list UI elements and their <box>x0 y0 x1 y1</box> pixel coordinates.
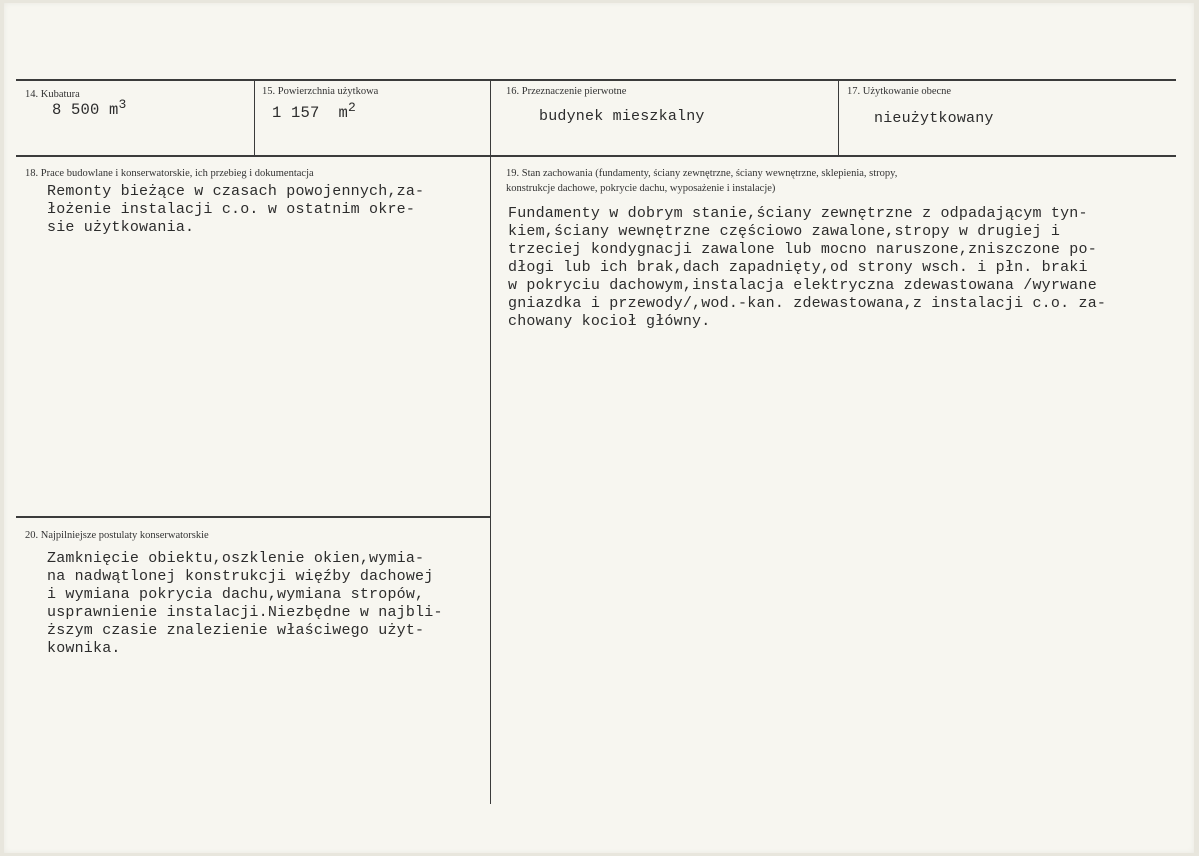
field-15-unit-exponent: 2 <box>348 99 357 115</box>
row-rule-1 <box>16 155 1176 157</box>
field-18-line: łożenie instalacji c.o. w ostatnim okre- <box>47 201 416 218</box>
field-14-value <box>52 96 127 119</box>
field-20-label: 20. Najpilniejsze postulaty konserwatorskie <box>25 530 209 541</box>
field-16-value: budynek mieszkalny <box>539 108 705 125</box>
field-19-label-line-1: 19. Stan zachowania (fundamenty, ściany zewnętrzne, ściany wewnętrzne, sklepienia, stropy, <box>506 168 898 179</box>
field-20-line: ższym czasie znalezienie właściwego użyt- <box>47 622 425 639</box>
field-18-label: 18. Prace budowlane i konserwatorskie, ich przebieg i dokumentacja <box>25 168 314 179</box>
field-20-line: na nadwątlonej konstrukcji więźby dachowej <box>47 568 434 585</box>
field-20-line: usprawnienie instalacji.Niezbędne w najbli- <box>47 604 443 621</box>
field-15-number: 1 157 m <box>272 104 349 122</box>
field-14-label: 14. Kubatura <box>25 89 80 100</box>
record-card <box>4 3 1194 853</box>
col-divider-2 <box>490 80 491 804</box>
field-19-line: trzeciej kondygnacji zawalone lub mocno naruszone,zniszczone po- <box>508 241 1097 258</box>
field-15-value <box>272 99 357 122</box>
field-18-line: sie użytkowania. <box>47 219 195 236</box>
field-17-value: nieużytkowany <box>874 110 994 127</box>
field-19-line: kiem,ściany wewnętrzne częściowo zawalone,stropy w drugiej i <box>508 223 1061 240</box>
field-19-label-line-2: konstrukcje dachowe, pokrycie dachu, wyposażenie i instalacje) <box>506 183 776 194</box>
col-divider-1 <box>254 80 255 156</box>
top-rule <box>16 79 1176 81</box>
field-18-line: Remonty bieżące w czasach powojennych,za- <box>47 183 425 200</box>
field-19-line: w pokryciu dachowym,instalacja elektryczna zdewastowana /wyrwane <box>508 277 1097 294</box>
col-divider-3 <box>838 80 839 156</box>
field-19-line: chowany kocioł główny. <box>508 313 711 330</box>
field-14-unit-exponent: 3 <box>118 96 127 112</box>
field-19-line: gniazdka i przewody/,wod.-kan. zdewastowana,z instalacji c.o. za- <box>508 295 1107 312</box>
field-20-line: i wymiana pokrycia dachu,wymiana stropów, <box>47 586 425 603</box>
field-14-number: 8 500 m <box>52 101 119 119</box>
field-16-label: 16. Przeznaczenie pierwotne <box>506 86 627 97</box>
field-20-line: Zamknięcie obiektu,oszklenie okien,wymia- <box>47 550 425 567</box>
field-15-label: 15. Powierzchnia użytkowa <box>262 86 379 97</box>
row-rule-2 <box>16 516 490 518</box>
field-20-line: kownika. <box>47 640 121 657</box>
field-19-line: dłogi lub ich brak,dach zapadnięty,od strony wsch. i płn. braki <box>508 259 1088 276</box>
field-19-line: Fundamenty w dobrym stanie,ściany zewnętrzne z odpadającym tyn- <box>508 205 1088 222</box>
field-17-label: 17. Użytkowanie obecne <box>847 86 952 97</box>
